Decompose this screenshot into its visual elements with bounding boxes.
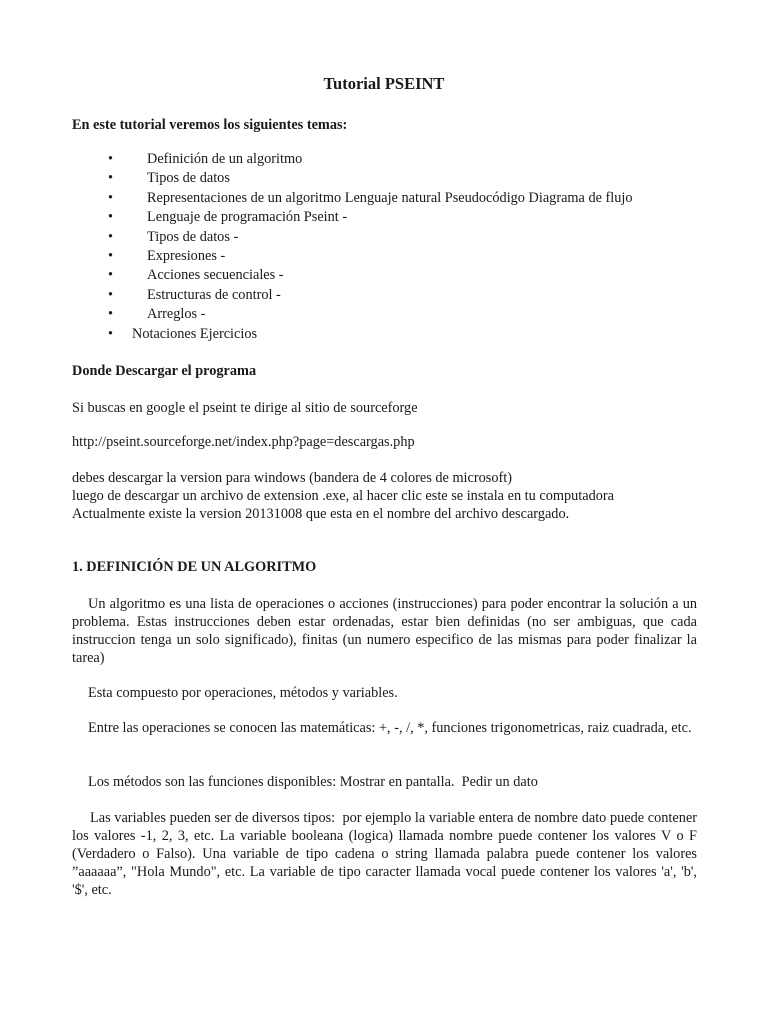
download-line: debes descargar la version para windows (bandera de 4 colores de microsoft) xyxy=(72,470,512,486)
bullet-icon: • xyxy=(108,286,114,303)
list-item-text: Arreglos - xyxy=(147,306,206,323)
download-line: luego de descargar un archivo de extension .exe, al hacer clic este se instala en tu computadora xyxy=(72,488,614,504)
bullet-icon: • xyxy=(108,170,114,187)
list-item-text: Definición de un algoritmo xyxy=(147,151,303,167)
paragraph-definition: Un algoritmo es una lista de operaciones o acciones (instrucciones) para poder encontrar la solución a un problema. Estas instrucciones deben estar ordenadas, estar bien definidas (no ser ambiguas, que cada instruccion tenga un solo significado), finitas (un numero especifico de las mismas para poder finalizar la tarea) xyxy=(72,596,697,666)
list-item-text: Representaciones de un algoritmo Lenguaje natural Pseudocódigo Diagrama de flujo xyxy=(147,189,633,206)
paragraph-variables: Las variables pueden ser de diversos tipos: por ejemplo la variable entera de nombre dato puede contener los valores -1, 2, 3, etc. La variable booleana (logica) llamada nombre puede contener los valores V o F (Verdadero o Falso). Una variable de tipo cadena o string llamada palabra puede contener los valores ”aaaaaa”, "Hola Mundo", etc. La variable de tipo caracter llamada vocal puede contener los valores 'a', 'b', '$', etc. xyxy=(72,810,701,898)
intro-heading: En este tutorial veremos los siguientes temas: xyxy=(72,117,348,133)
list-item-text: Notaciones Ejercicios xyxy=(132,325,258,342)
download-link[interactable]: http://pseint.sourceforge.net/index.php?page=descargas.php xyxy=(72,434,415,450)
bullet-icon: • xyxy=(108,189,114,206)
document-title: Tutorial PSEINT xyxy=(323,74,445,93)
list-item-text: Acciones secuenciales - xyxy=(147,267,284,284)
paragraph-operations: Entre las operaciones se conocen las matemáticas: +, -, /, *, funciones trigonometricas, raiz cuadrada, etc. xyxy=(88,720,692,736)
bullet-icon: • xyxy=(108,247,114,264)
bullet-icon: • xyxy=(108,267,114,284)
list-item-text: Lenguaje de programación Pseint - xyxy=(147,209,348,226)
paragraph-composition: Esta compuesto por operaciones, métodos y variables. xyxy=(88,685,398,701)
bullet-icon: • xyxy=(108,151,114,167)
section-heading: 1. DEFINICIÓN DE UN ALGORITMO xyxy=(72,559,317,575)
bullet-icon: • xyxy=(108,209,114,226)
download-line: Actualmente existe la version 20131008 que esta en el nombre del archivo descargado. xyxy=(72,506,570,522)
download-heading: Donde Descargar el programa xyxy=(72,363,257,379)
list-item-text: Tipos de datos - xyxy=(147,228,239,245)
bullet-icon: • xyxy=(108,228,114,245)
paragraph-methods: Los métodos son las funciones disponibles: Mostrar en pantalla. Pedir un dato xyxy=(88,774,538,790)
list-item-text: Estructuras de control - xyxy=(147,286,281,303)
list-item-text: Tipos de datos xyxy=(147,170,230,187)
list-item-text: Expresiones - xyxy=(147,247,226,264)
bullet-icon: • xyxy=(108,306,114,323)
bullet-icon: • xyxy=(108,325,114,342)
google-text: Si buscas en google el pseint te dirige al sitio de sourceforge xyxy=(72,400,418,416)
